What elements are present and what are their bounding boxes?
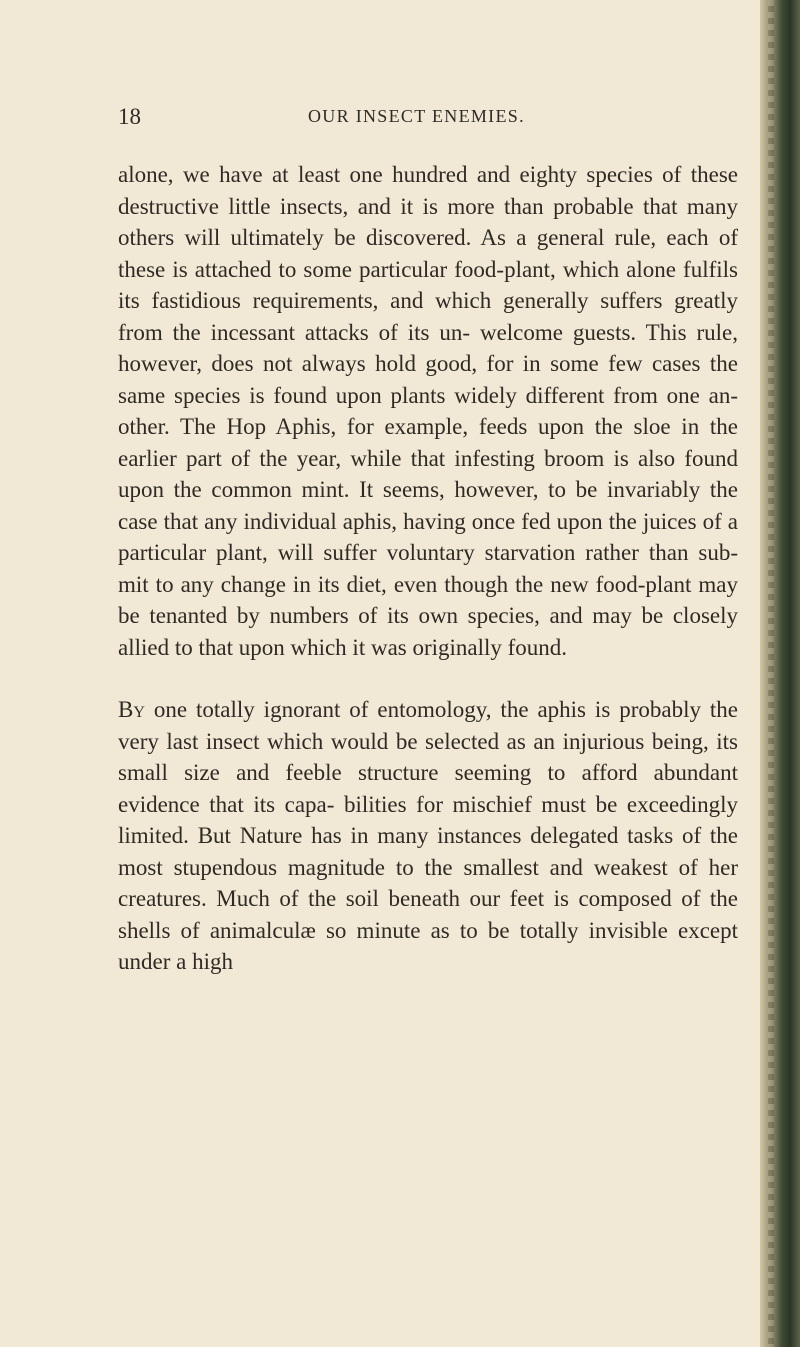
page-number: 18 <box>118 104 141 129</box>
paragraph-2-lead: By <box>118 697 145 722</box>
paragraph-1: alone, we have at least one hundred and eighty species of these destructive little insects, and it is more than probable that many others will ultimately be discovered. As a general rule, each of these is attached to some particular food-plant, which alone fulfils its fastidious requirements, and which generally suffers greatly from the incessant attacks of its un- welcome guests. This rule, however, does not always hold good, for in some few cases the same species is found upon plants widely different from one an- other. The Hop Aphis, for example, feeds upon the sloe in the earlier part of the year, while that infesting broom is also found upon the common mint. It seems, however, to be invariably the case that any individual aphis, having once fed upon the juices of a particular plant, will suffer voluntary starvation rather than sub- mit to any change in its diet, even though the new food-plant may be tenanted by numbers of its own species, and may be closely allied to that upon which it was originally found. <box>118 162 738 660</box>
body-text <box>118 159 738 978</box>
page-header <box>118 104 738 134</box>
running-head: OUR INSECT ENEMIES. <box>308 106 525 126</box>
paragraph-2 <box>118 694 738 978</box>
book-binding-edge <box>760 0 800 1347</box>
paragraph-2-rest: one totally ignorant of entomology, the aphis is probably the very last insect which would be selected as an injurious being, its small size and feeble structure seeming to afford abundant evidence that its capa- bilities for mischief must be exceedingly limited. But Nature has in many instances delegated tasks of the most stupendous magnitude to the smallest and weakest of her creatures. Much of the soil beneath our feet is composed of the shells of animalculæ so minute as to be totally invisible except under a high <box>118 697 738 974</box>
